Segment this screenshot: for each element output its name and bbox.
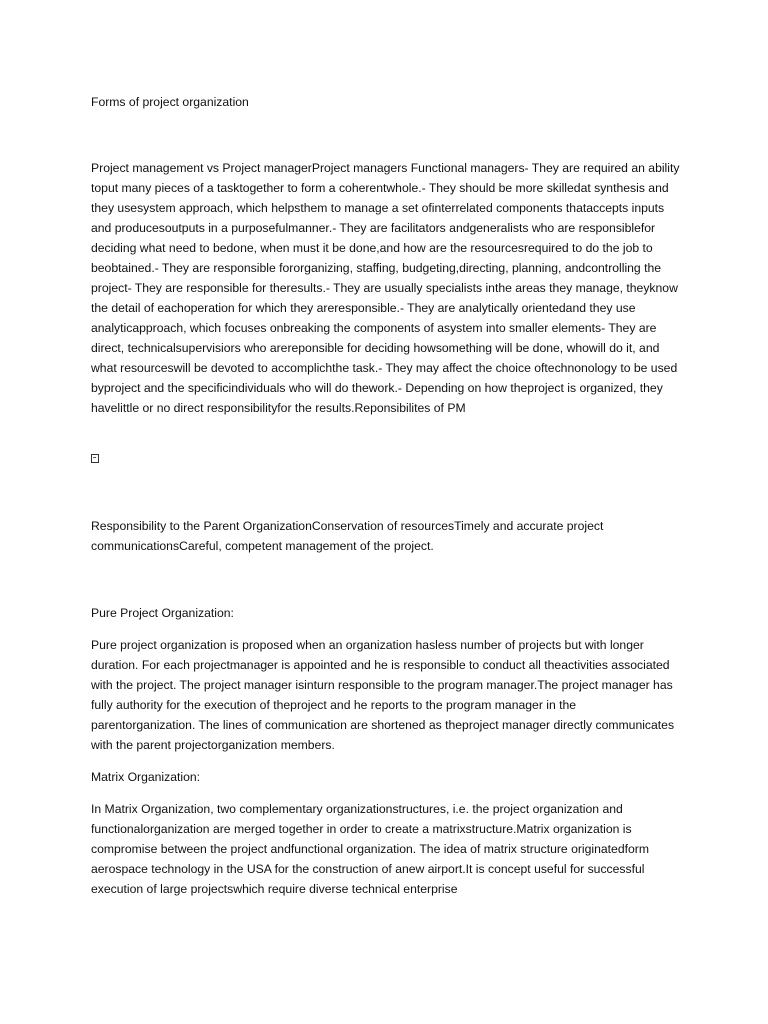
matrix-organization-heading: Matrix Organization:	[91, 770, 201, 784]
broken-image-icon	[91, 454, 99, 463]
responsibility-paragraph: Responsibility to the Parent OrganizationConservation of resourcesTimely and accurate project communicationsCareful, competent management of the project.	[91, 519, 604, 553]
pure-project-paragraph: Pure project organization is proposed when an organization hasless number of projects but with longer duration. For each projectmanager is appointed and he is responsible to conduct all theactivities associated with the project. The project manager isinturn responsible to the program manager.The project manager has fully authority for the execution of theproject and he reports to the program manager in the parentorganization. The lines of communication are shortened as theproject manager directly communicates with the parent projectorganization members.	[91, 638, 675, 752]
document-title: Forms of project organization	[91, 95, 249, 109]
embedded-image	[91, 454, 99, 463]
pure-project-heading: Pure Project Organization:	[91, 606, 234, 620]
matrix-organization-paragraph: In Matrix Organization, two complementary organizationstructures, i.e. the project organization and functionalorganization are merged together in order to create a matrixstructure.Matrix organization is compromise between the project andfunctional organization. The idea of matrix structure originatedform aerospace technology in the USA for the construction of anew airport.It is concept useful for successful execution of large projectswhich require diverse technical enterprise	[91, 802, 649, 896]
management-comparison-paragraph: Project management vs Project managerProject managers Functional managers- They are required an ability toput many pieces of a tasktogether to form a coherentwhole.- They should be more skilledat synthesis and they usesystem approach, which helpsthem to manage a set ofinterrelated components thataccepts inputs and producesoutputs in a purposefulmanner.- They are facilitators andgeneralists who are responsiblefor deciding what need to bedone, when must it be done,and how are the resourcesrequired to do the job to beobtained.- They are responsible fororganizing, staffing, budgeting,directing, planning, andcontrolling the project- They are responsible for theresults.- They are usually specialists inthe areas they manage, theyknow the detail of eachoperation for which they areresponsible.- They are analytically orientedand they use analyticapproach, which focuses onbreaking the components of asystem into smaller elements- They are direct, technicalsupervisiors who arereponsible for deciding howsomething will be done, whowill do it, and what resourceswill be devoted to accomplichthe task.- They may affect the choice oftechnonology to be used byproject and the specificindividuals who will do thework.- Depending on how theproject is organized, they havelittle or no direct responsibilityfor the results.Reponsibilites of PM	[91, 161, 680, 415]
